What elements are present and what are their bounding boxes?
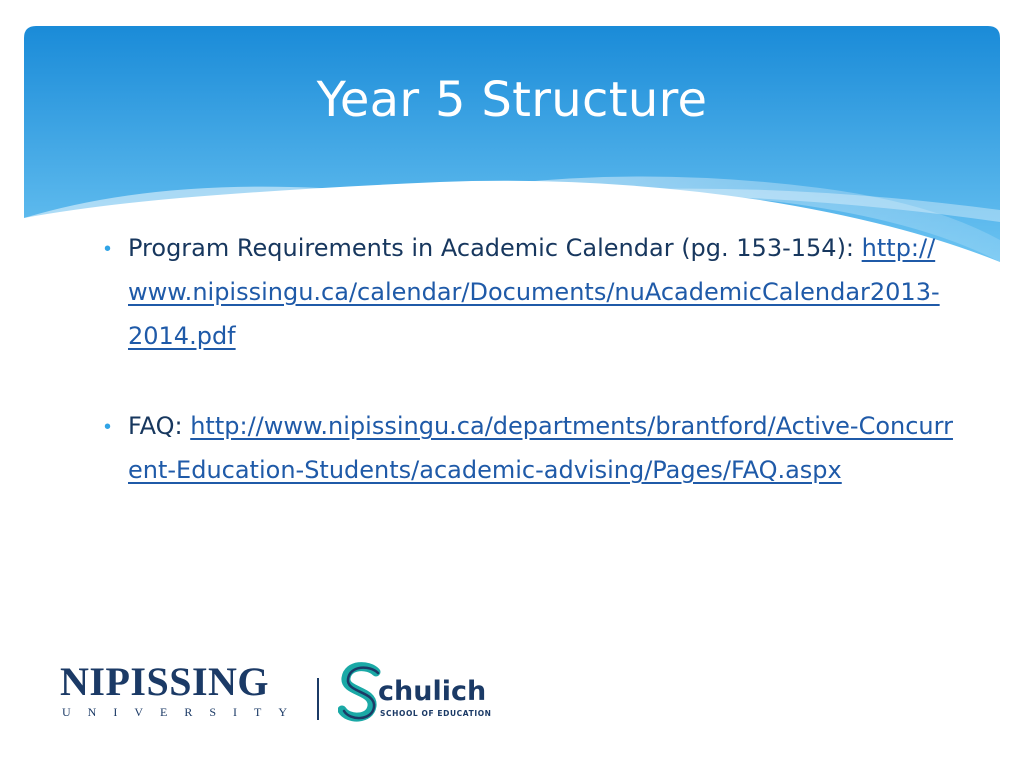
slide-title: Year 5 Structure [316, 72, 708, 128]
nipissing-university-wordmark: UNIVERSITY [62, 705, 304, 719]
schulich-logo: chulich [378, 676, 487, 707]
logo-divider [317, 678, 319, 720]
faq-link[interactable]: http://www.nipissingu.ca/departments/brantford/Active-Concurrent-Education-Students/academic-advising/Pages/FAQ.aspx [128, 412, 953, 484]
bullet-icon: • [104, 238, 112, 260]
bullet-item-program-requirements [104, 226, 954, 358]
school-of-education-wordmark: SCHOOL OF EDUCATION [380, 709, 492, 718]
bullet-text: Program Requirements in Academic Calendar (pg. 153-154): [128, 234, 855, 262]
schulich-s-icon [338, 662, 382, 724]
nipissing-logo: NIPISSING [60, 659, 270, 704]
bullet-item-faq [104, 404, 954, 492]
footer-logos [60, 660, 540, 726]
bullet-icon: • [104, 416, 112, 438]
calendar-link[interactable]: http://www.nipissingu.ca/calendar/Documents/nuAcademicCalendar2013-2014.pdf [128, 234, 940, 350]
bullet-text: FAQ: [128, 412, 183, 440]
bullet-list [104, 226, 954, 492]
